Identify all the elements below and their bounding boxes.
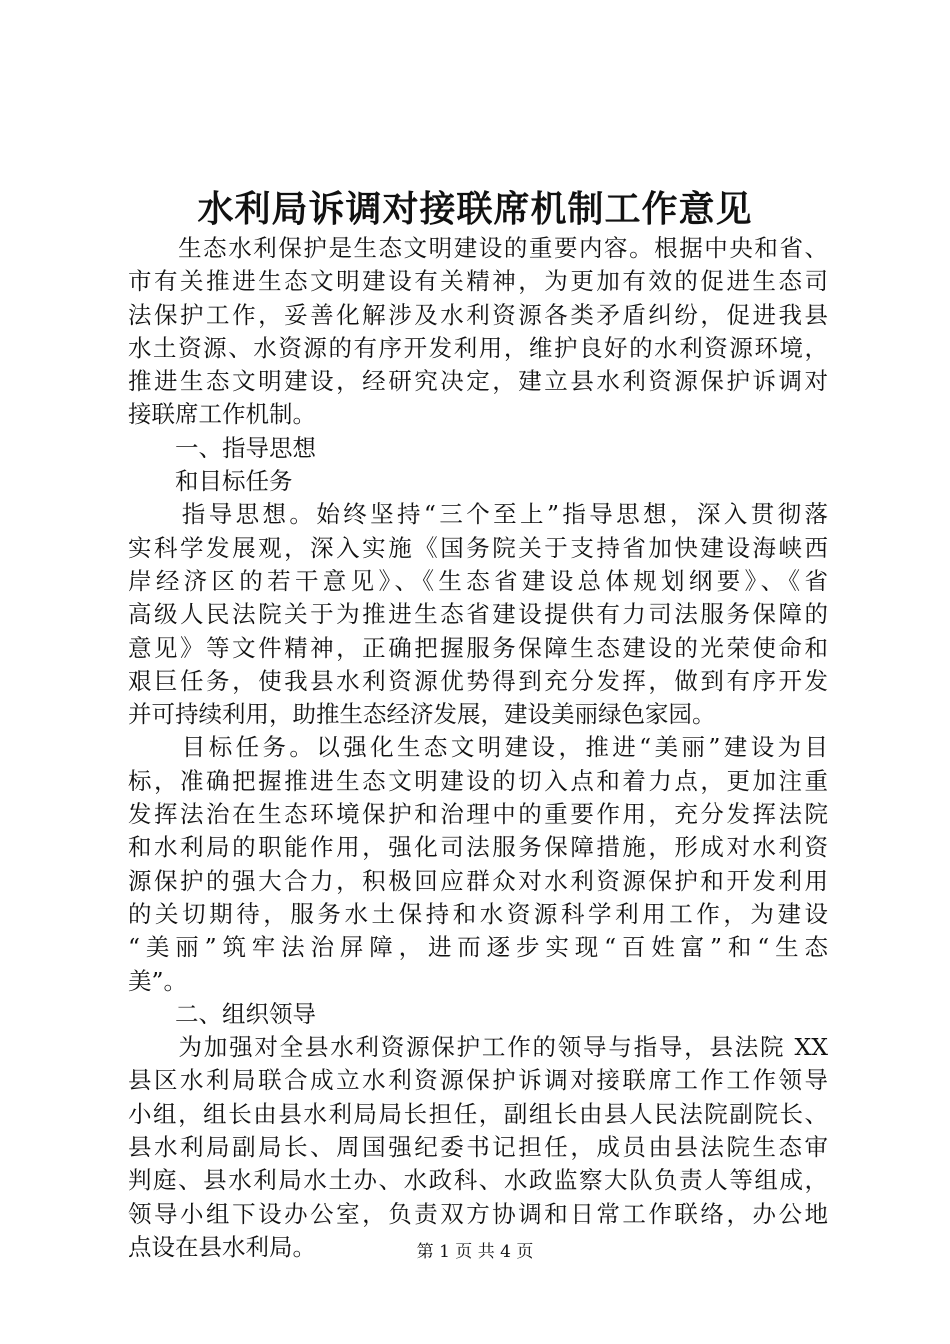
body-line: 小组，组长由县水利局局长担任，副组长由县人民法院副院长、: [128, 1099, 828, 1128]
body-line: 法保护工作，妥善化解涉及水利资源各类矛盾纠纷，促进我县: [128, 300, 828, 329]
body-line: 判庭、县水利局水土办、水政科、水政监察大队负责人等组成，: [128, 1166, 828, 1195]
body-line: 市有关推进生态文明建设有关精神，为更加有效的促进生态司: [128, 267, 828, 296]
body-line: 水土资源、水资源的有序开发利用，维护良好的水利资源环境，: [128, 333, 828, 362]
body-line: 县水利局副局长、周国强纪委书记担任，成员由县法院生态审: [128, 1133, 828, 1162]
body-line: 实科学发展观，深入实施《国务院关于支持省加快建设海峡西: [128, 533, 828, 562]
body-line: 岸经济区的若干意见》、《生态省建设总体规划纲要》、《省: [128, 566, 828, 595]
body-line: 并可持续利用，助推生态经济发展，建设美丽绿色家园。: [128, 700, 716, 729]
body-line: 领导小组下设办公室，负责双方协调和日常工作联络，办公地: [128, 1199, 828, 1228]
body-line: 一、指导思想: [128, 433, 316, 462]
body-line: 生态水利保护是生态文明建设的重要内容。根据中央和省、: [128, 234, 828, 262]
body-line: “美丽”筑牢法治屏障，进而逐步实现“百姓富”和“生态: [128, 933, 828, 962]
body-line: 艰巨任务，使我县水利资源优势得到充分发挥，做到有序开发: [128, 666, 828, 695]
body-line: 意见》等文件精神，正确把握服务保障生态建设的光荣使命和: [128, 633, 828, 662]
document-body: [128, 232, 828, 1264]
body-line: 美”。: [128, 966, 188, 995]
page-footer: 第 1 页 共 4 页: [416, 1242, 534, 1262]
body-line: 点设在县水利局。: [128, 1232, 316, 1261]
body-line: 指导思想。始终坚持“三个至上”指导思想，深入贯彻落: [128, 500, 828, 529]
body-line: 的关切期待，服务水土保持和水资源科学利用工作，为建设: [128, 899, 828, 928]
body-line: 二、组织领导: [128, 999, 316, 1028]
body-line: 发挥法治在生态环境保护和治理中的重要作用，充分发挥法院: [128, 800, 828, 829]
body-line: 和目标任务: [128, 467, 293, 496]
body-line: 为加强对全县水利资源保护工作的领导与指导，县法院 XX: [128, 1033, 828, 1062]
body-line: 标，准确把握推进生态文明建设的切入点和着力点，更加注重: [128, 766, 828, 795]
body-line: 接联席工作机制。: [128, 400, 316, 429]
body-line: 高级人民法院关于为推进生态省建设提供有力司法服务保障的: [128, 600, 828, 629]
body-line: 县区水利局联合成立水利资源保护诉调对接联席工作工作领导: [128, 1066, 828, 1095]
document-title: 水利局诉调对接联席机制工作意见: [197, 188, 753, 230]
body-line: 源保护的强大合力，积极回应群众对水利资源保护和开发利用: [128, 866, 828, 895]
body-line: 和水利局的职能作用，强化司法服务保障措施，形成对水利资: [128, 833, 828, 862]
body-line: 目标任务。以强化生态文明建设，推进“美丽”建设为目: [128, 733, 828, 762]
body-line: 推进生态文明建设，经研究决定，建立县水利资源保护诉调对: [128, 367, 828, 396]
